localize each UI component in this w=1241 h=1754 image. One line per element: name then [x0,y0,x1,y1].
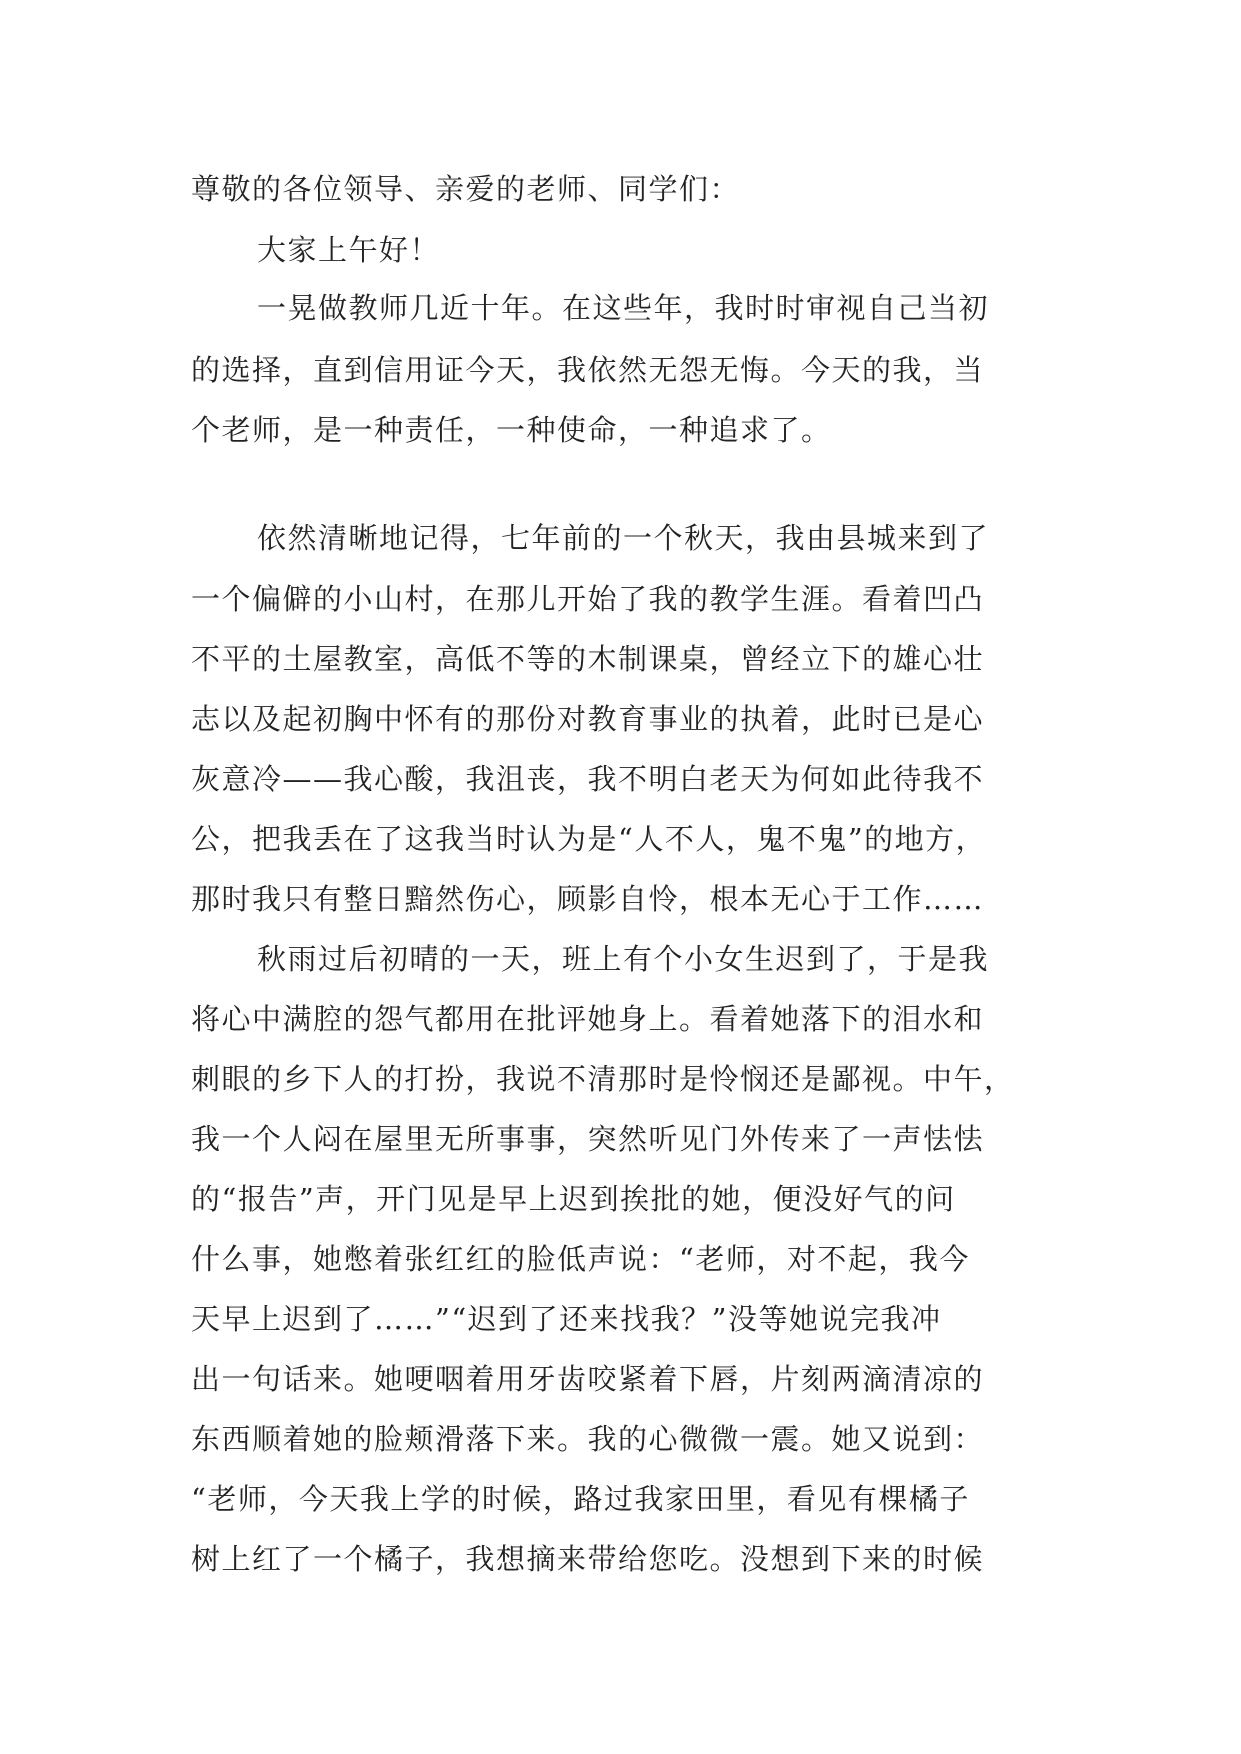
paragraph-3-line-11: 树上红了一个橘子，我想摘来带给您吃。没想到下来的时候 [191,1542,985,1576]
paragraph-3-line-10: “老师，今天我上学的时候，路过我家田里，看见有棵橘子 [191,1482,970,1516]
paragraph-2-line-6: 公，把我丢在了这我当时认为是“人不人，鬼不鬼”的地方， [191,822,987,856]
paragraph-1-line-1: 一晃做教师几近十年。在这些年，我时时审视自己当初 [257,291,990,325]
paragraph-3-line-7: 天早上迟到了……”“迟到了还来找我？”没等她说完我冲 [191,1302,942,1336]
paragraph-3-line-6: 什么事，她憋着张红红的脸低声说：“老师，对不起，我今 [191,1242,970,1276]
paragraph-2-line-2: 一个偏僻的小山村，在那儿开始了我的教学生涯。看着凹凸 [191,582,985,616]
paragraph-2-line-1: 依然清晰地记得，七年前的一个秋天，我由县城来到了 [257,521,990,555]
paragraph-2-line-4: 志以及起初胸中怀有的那份对教育事业的执着，此时已是心 [191,702,985,736]
paragraph-1-line-2: 的选择，直到信用证今天，我依然无怨无悔。今天的我，当 [191,353,985,387]
paragraph-2-line-5: 灰意冷——我心酸，我沮丧，我不明白老天为何如此待我不 [191,762,985,796]
paragraph-3-line-9: 东西顺着她的脸颊滑落下来。我的心微微一震。她又说到： [191,1422,985,1456]
paragraph-3-line-3: 刺眼的乡下人的打扮，我说不清那时是怜悯还是鄙视。中午， [191,1062,1015,1096]
paragraph-3-line-5: 的“报告”声，开门见是早上迟到挨批的她，便没好气的问 [191,1182,956,1216]
paragraph-2-line-3: 不平的土屋教室，高低不等的木制课桌，曾经立下的雄心壮 [191,642,985,676]
paragraph-1-line-3: 个老师，是一种责任，一种使命，一种追求了。 [191,413,832,447]
paragraph-3-line-2: 将心中满腔的怨气都用在批评她身上。看着她落下的泪水和 [191,1002,985,1036]
greeting-line: 大家上午好！ [257,233,441,267]
paragraph-3-line-4: 我一个人闷在屋里无所事事，突然听见门外传来了一声怯怯 [191,1122,985,1156]
paragraph-3-line-8: 出一句话来。她哽咽着用牙齿咬紧着下唇，片刻两滴清凉的 [191,1362,985,1396]
paragraph-3-line-1: 秋雨过后初晴的一天，班上有个小女生迟到了，于是我 [257,942,990,976]
paragraph-2-line-7: 那时我只有整日黯然伤心，顾影自怜，根本无心于工作…… [191,882,985,916]
salutation-line: 尊敬的各位领导、亲爱的老师、同学们： [191,172,741,206]
